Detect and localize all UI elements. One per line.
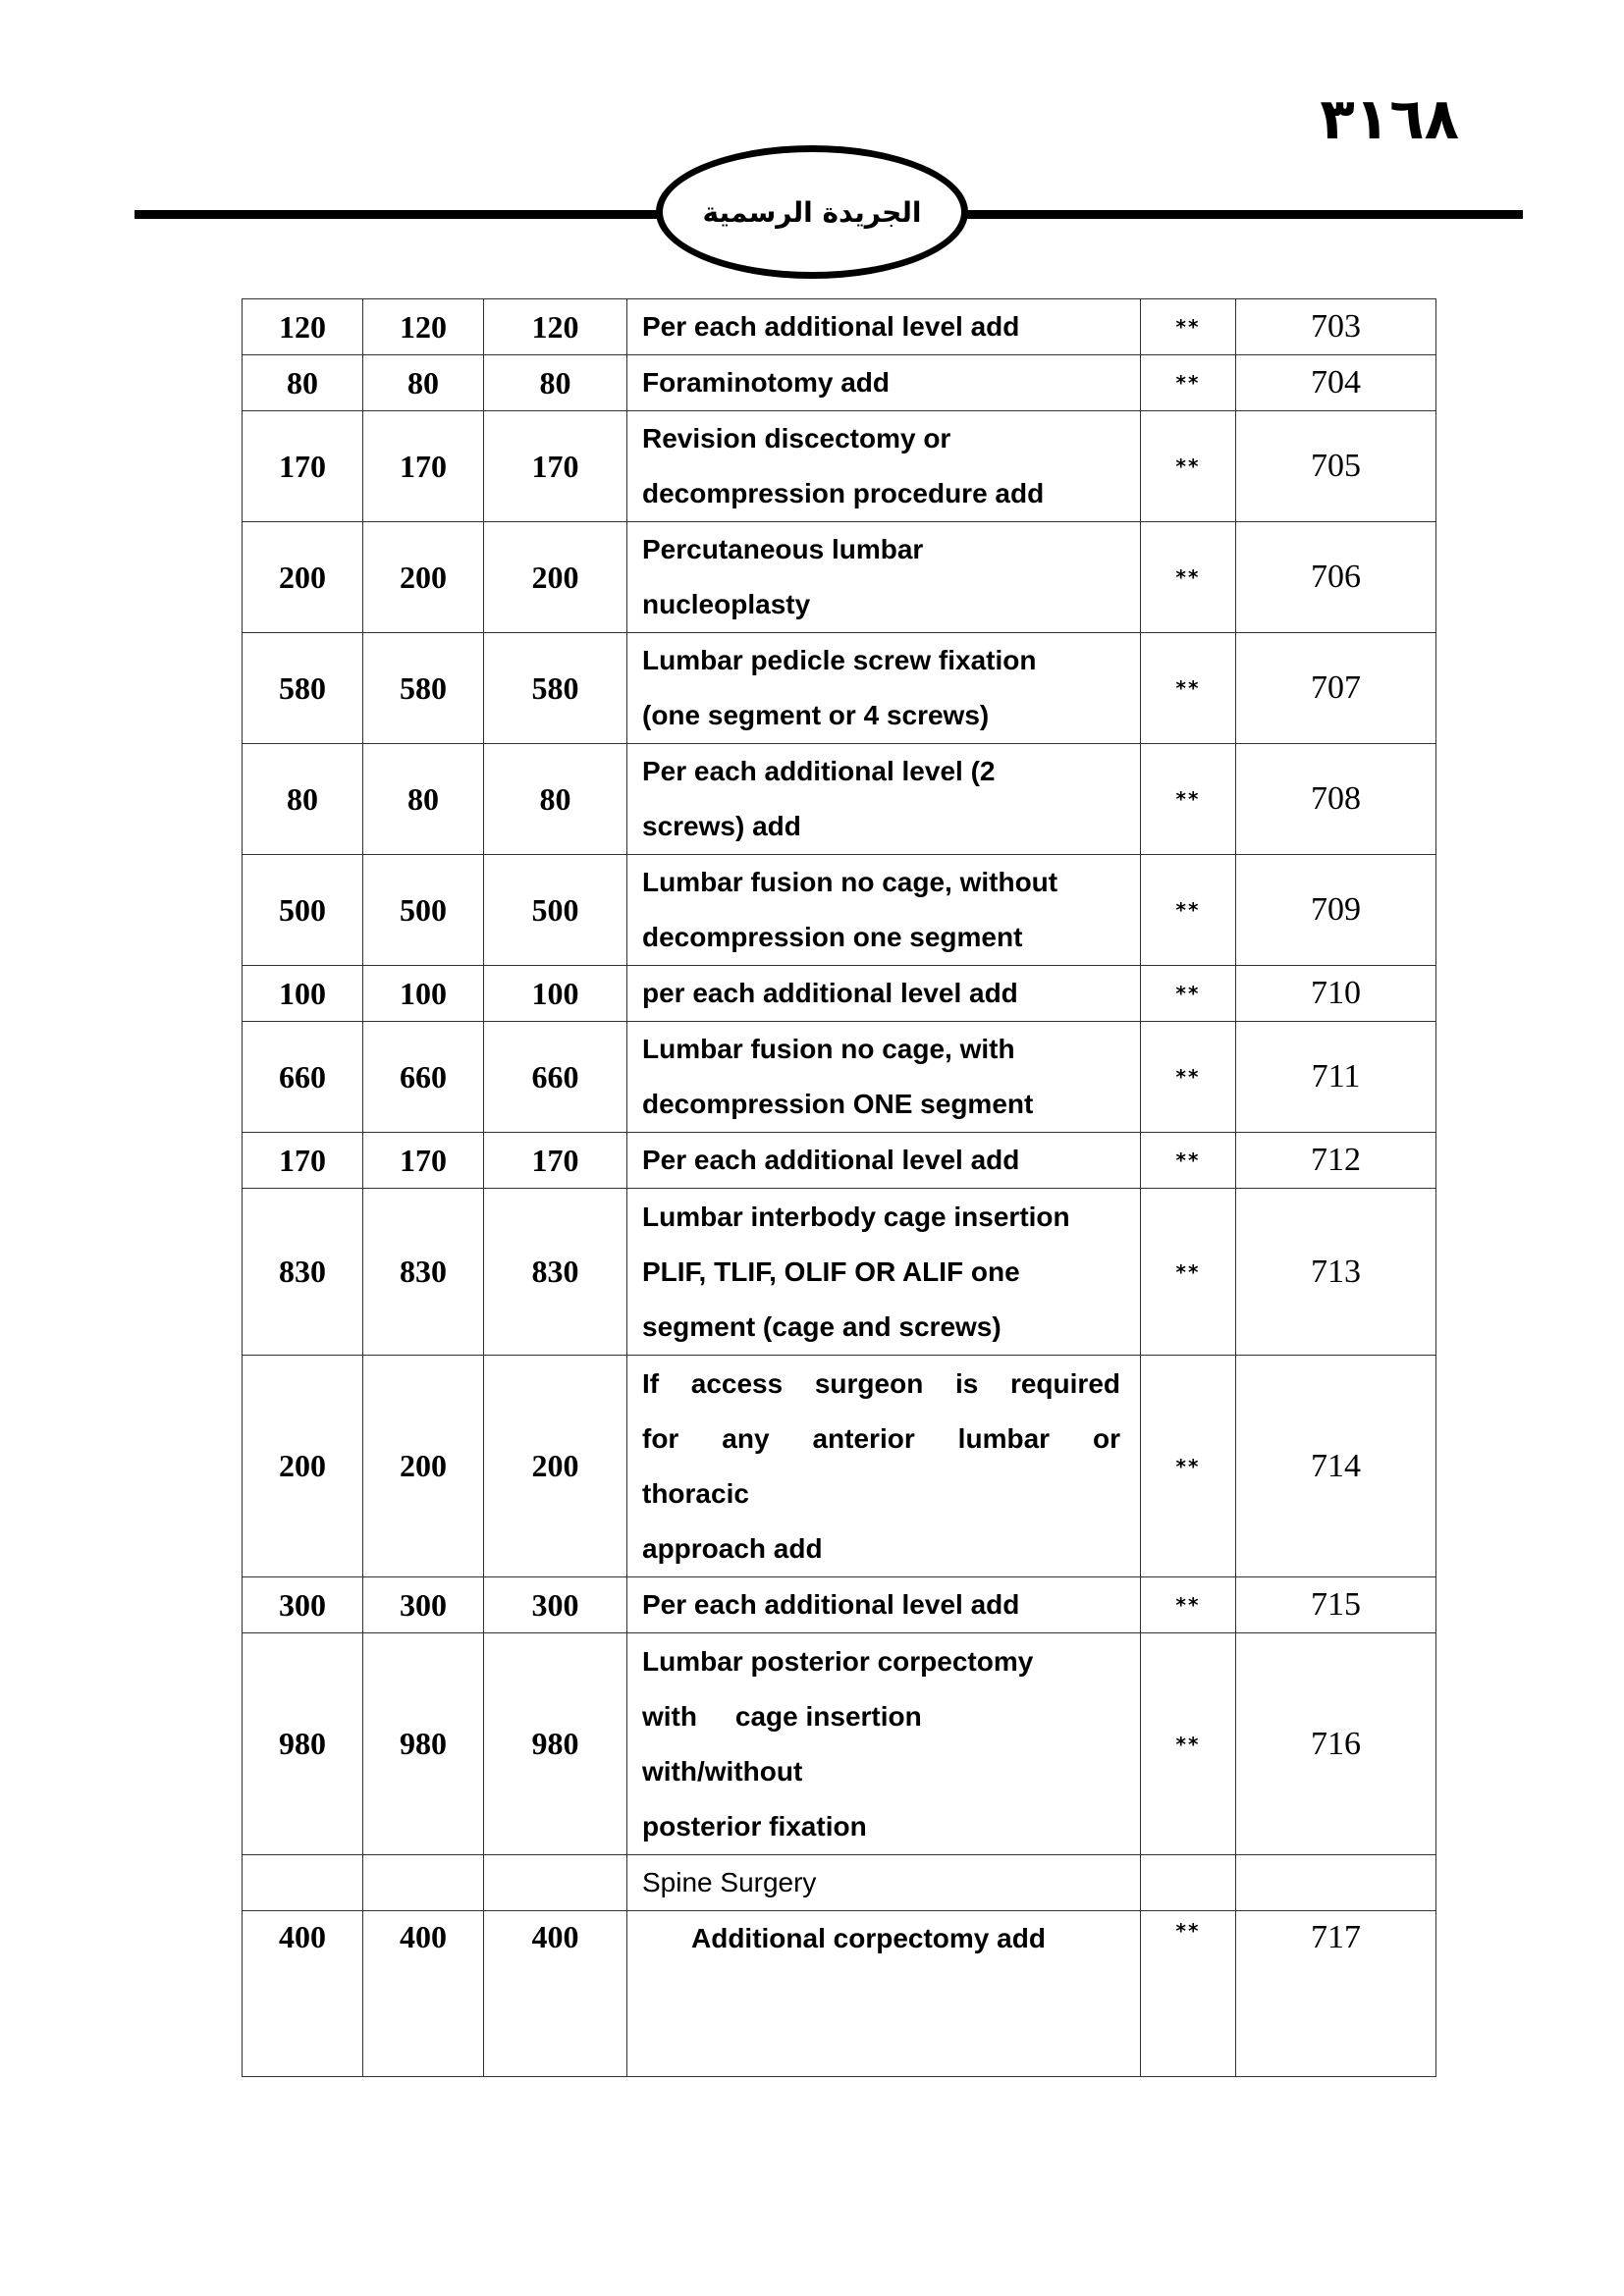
asterisk-mark: **: [1141, 1356, 1236, 1577]
procedure-description: [627, 966, 1141, 1022]
fee-col2: 580: [363, 633, 484, 744]
fee-col1: 170: [243, 411, 363, 522]
procedure-description: [627, 1633, 1141, 1855]
table-row: [243, 633, 1436, 744]
fee-col2: 200: [363, 1356, 484, 1577]
asterisk-mark: **: [1141, 1911, 1236, 2077]
fee-col1: 580: [243, 633, 363, 744]
procedure-code: 704: [1236, 355, 1436, 411]
fee-col3: 980: [484, 1633, 627, 1855]
description-line: segment (cage and screws): [642, 1310, 1001, 1342]
description-line: Lumbar fusion no cage, with: [642, 1034, 1015, 1064]
table-row: [243, 1633, 1436, 1855]
empty-cell: [363, 1855, 484, 1911]
asterisk-mark: **: [1141, 355, 1236, 411]
asterisk-mark: **: [1141, 411, 1236, 522]
fee-col3: 200: [484, 522, 627, 633]
table-row: [243, 299, 1436, 355]
asterisk-mark: **: [1141, 1633, 1236, 1855]
asterisk-mark: **: [1141, 1022, 1236, 1133]
fee-col2: 170: [363, 1133, 484, 1189]
fee-col1: 170: [243, 1133, 363, 1189]
table-row: [243, 1133, 1436, 1189]
fee-col1: 400: [243, 1911, 363, 2077]
fee-col2: 500: [363, 855, 484, 966]
description-line: Foraminotomy add: [642, 367, 891, 398]
asterisk-mark: **: [1141, 522, 1236, 633]
fee-col2: 830: [363, 1189, 484, 1356]
fee-col3: 170: [484, 1133, 627, 1189]
procedure-description: [627, 1911, 1141, 2077]
fee-col2: 300: [363, 1577, 484, 1633]
fee-col1: 200: [243, 1356, 363, 1577]
table-row: [243, 1189, 1436, 1356]
fee-col3: 100: [484, 966, 627, 1022]
fee-col2: 120: [363, 299, 484, 355]
description-line: decompression procedure add: [642, 478, 1045, 508]
procedure-code: 714: [1236, 1356, 1436, 1577]
fee-col2: 200: [363, 522, 484, 633]
fee-col3: 120: [484, 299, 627, 355]
asterisk-mark: **: [1141, 855, 1236, 966]
table-row: [243, 744, 1436, 855]
table-row: [243, 522, 1436, 633]
description-line: Lumbar interbody cage insertion: [642, 1201, 1070, 1232]
procedure-description: [627, 1577, 1141, 1633]
gazette-title-oval: [656, 145, 968, 279]
fee-col2: 980: [363, 1633, 484, 1855]
fee-col1: 660: [243, 1022, 363, 1133]
section-row: [243, 1855, 1436, 1911]
table-row: [243, 1356, 1436, 1577]
description-line: with/without: [642, 1755, 803, 1787]
description-line: Additional corpectomy add: [691, 1923, 1046, 1953]
procedure-code: 712: [1236, 1133, 1436, 1189]
page-number: ٣١٦٨: [1320, 85, 1459, 152]
section-title: Spine Surgery: [627, 1855, 1141, 1911]
fee-col1: 300: [243, 1577, 363, 1633]
fee-col3: 660: [484, 1022, 627, 1133]
fee-col2: 170: [363, 411, 484, 522]
description-line: thoracic: [642, 1477, 749, 1509]
procedure-description: [627, 633, 1141, 744]
fee-col3: 580: [484, 633, 627, 744]
procedure-description: [627, 1356, 1141, 1577]
procedure-description: [627, 1133, 1141, 1189]
fee-col1: 200: [243, 522, 363, 633]
fee-col1: 830: [243, 1189, 363, 1356]
description-line: decompression ONE segment: [642, 1089, 1034, 1119]
fee-col3: 830: [484, 1189, 627, 1356]
gazette-title: الجريدة الرسمية: [702, 195, 922, 229]
procedure-description: [627, 355, 1141, 411]
description-line: Lumbar pedicle screw fixation: [642, 645, 1037, 675]
fee-col2: 400: [363, 1911, 484, 2077]
procedure-code: 716: [1236, 1633, 1436, 1855]
procedure-code: 705: [1236, 411, 1436, 522]
table-row: [243, 411, 1436, 522]
empty-cell: [1141, 1855, 1236, 1911]
procedure-description: [627, 299, 1141, 355]
empty-cell: [1236, 1855, 1436, 1911]
description-line: (one segment or 4 screws): [642, 700, 990, 730]
description-line: Per each additional level add: [642, 1145, 1020, 1175]
fee-col2: 80: [363, 744, 484, 855]
description-line: posterior fixation: [642, 1810, 867, 1842]
table-row: [243, 1022, 1436, 1133]
procedure-code: 706: [1236, 522, 1436, 633]
asterisk-mark: **: [1141, 633, 1236, 744]
fee-col3: 200: [484, 1356, 627, 1577]
description-line: If access surgeon is required: [642, 1367, 1120, 1399]
fee-col3: 80: [484, 744, 627, 855]
procedure-code: 703: [1236, 299, 1436, 355]
description-line: Per each additional level add: [642, 1589, 1020, 1620]
description-line: decompression one segment: [642, 922, 1023, 952]
table-row: [243, 1911, 1436, 2077]
asterisk-mark: **: [1141, 1189, 1236, 1356]
procedure-description: [627, 522, 1141, 633]
asterisk-mark: **: [1141, 299, 1236, 355]
description-line: with cage insertion: [642, 1700, 922, 1732]
description-line: PLIF, TLIF, OLIF OR ALIF one: [642, 1255, 1020, 1287]
description-line: Percutaneous lumbar: [642, 534, 924, 564]
procedure-code: 713: [1236, 1189, 1436, 1356]
procedure-code: 711: [1236, 1022, 1436, 1133]
fee-col2: 80: [363, 355, 484, 411]
procedure-code: 709: [1236, 855, 1436, 966]
procedure-description: [627, 855, 1141, 966]
procedure-description: [627, 411, 1141, 522]
procedure-code: 707: [1236, 633, 1436, 744]
procedure-code: 717: [1236, 1911, 1436, 2077]
fee-col1: 100: [243, 966, 363, 1022]
description-line: for any anterior lumbar or: [642, 1422, 1120, 1454]
table-row: [243, 1577, 1436, 1633]
description-line: Per each additional level add: [642, 311, 1020, 342]
table-row: [243, 966, 1436, 1022]
description-line: per each additional level add: [642, 978, 1018, 1008]
description-line: Lumbar fusion no cage, without: [642, 867, 1058, 897]
procedure-code: 710: [1236, 966, 1436, 1022]
fee-col3: 500: [484, 855, 627, 966]
asterisk-mark: **: [1141, 1133, 1236, 1189]
fee-col1: 500: [243, 855, 363, 966]
description-line: approach add: [642, 1532, 823, 1564]
fee-col3: 80: [484, 355, 627, 411]
procedure-description: [627, 1022, 1141, 1133]
description-line: screws) add: [642, 811, 801, 841]
fee-col1: 80: [243, 744, 363, 855]
fee-table: [242, 298, 1436, 2077]
fee-col1: 980: [243, 1633, 363, 1855]
description-line: Per each additional level (2: [642, 756, 996, 786]
asterisk-mark: **: [1141, 744, 1236, 855]
fee-col1: 120: [243, 299, 363, 355]
fee-col3: 400: [484, 1911, 627, 2077]
asterisk-mark: **: [1141, 966, 1236, 1022]
description-line: Lumbar posterior corpectomy: [642, 1645, 1034, 1677]
empty-cell: [484, 1855, 627, 1911]
asterisk-mark: **: [1141, 1577, 1236, 1633]
table-row: [243, 855, 1436, 966]
fee-col2: 100: [363, 966, 484, 1022]
procedure-description: [627, 744, 1141, 855]
fee-col1: 80: [243, 355, 363, 411]
empty-cell: [243, 1855, 363, 1911]
description-line: nucleoplasty: [642, 589, 811, 619]
description-line: Revision discectomy or: [642, 423, 951, 454]
procedure-description: [627, 1189, 1141, 1356]
procedure-code: 715: [1236, 1577, 1436, 1633]
fee-col3: 170: [484, 411, 627, 522]
fee-col3: 300: [484, 1577, 627, 1633]
table-row: [243, 355, 1436, 411]
fee-col2: 660: [363, 1022, 484, 1133]
procedure-code: 708: [1236, 744, 1436, 855]
